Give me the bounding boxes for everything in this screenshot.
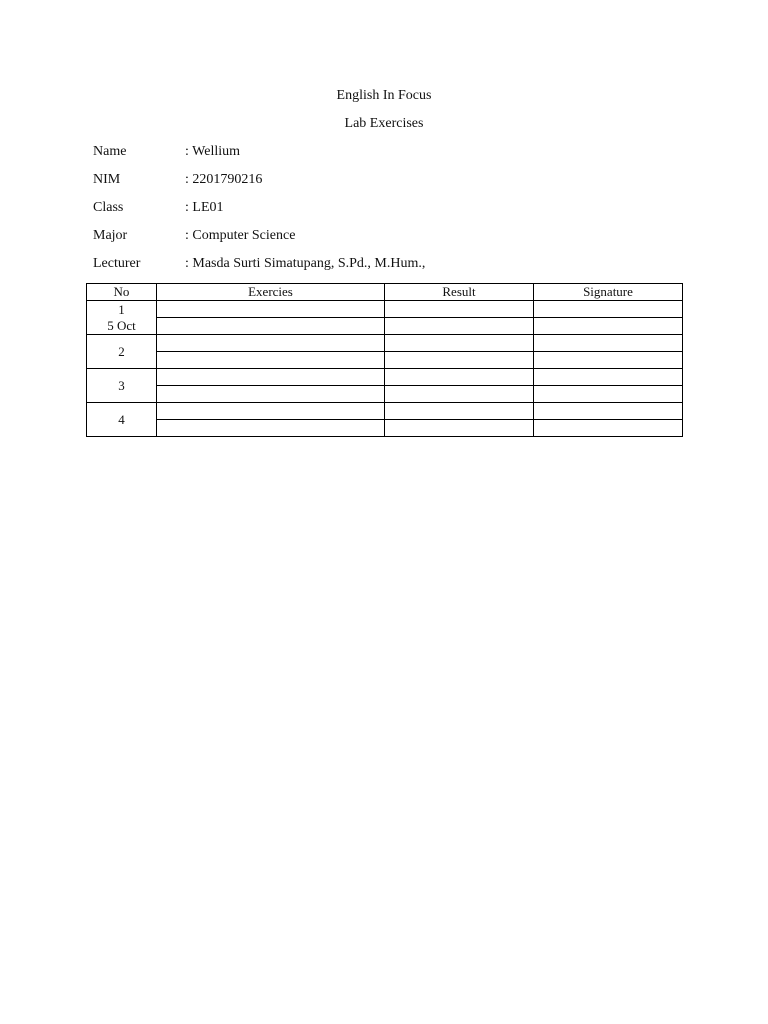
table-row	[87, 301, 683, 318]
result-cell[interactable]	[385, 352, 534, 369]
exercise-cell[interactable]	[157, 318, 385, 335]
row-number: 4	[118, 411, 125, 427]
header-signature: Signature	[534, 284, 683, 301]
signature-cell[interactable]	[534, 301, 683, 318]
signature-cell[interactable]	[534, 318, 683, 335]
nim-label: NIM	[93, 172, 121, 187]
table-row	[87, 420, 683, 437]
exercise-cell[interactable]	[157, 386, 385, 403]
major-label: Major	[93, 228, 128, 243]
header-no: No	[87, 284, 157, 301]
nim-value: : 2201790216	[185, 172, 263, 187]
exercise-cell[interactable]	[157, 403, 385, 420]
name-value: : Wellium	[185, 144, 241, 159]
header-result: Result	[385, 284, 534, 301]
table-row	[87, 386, 683, 403]
exercise-cell[interactable]	[157, 335, 385, 352]
exercise-cell[interactable]	[157, 369, 385, 386]
row-number: 1	[118, 301, 125, 317]
result-cell[interactable]	[385, 386, 534, 403]
row-number: 2	[118, 343, 125, 359]
table-row	[87, 318, 683, 335]
exercise-cell[interactable]	[157, 352, 385, 369]
result-cell[interactable]	[385, 335, 534, 352]
name-label: Name	[93, 144, 127, 159]
signature-cell[interactable]	[534, 420, 683, 437]
class-value: : LE01	[185, 200, 224, 215]
table-row	[87, 335, 683, 352]
exercise-cell[interactable]	[157, 420, 385, 437]
result-cell[interactable]	[385, 403, 534, 420]
exercise-cell[interactable]	[157, 301, 385, 318]
row-number-cell	[87, 369, 157, 403]
table-row	[87, 369, 683, 386]
signature-cell[interactable]	[534, 352, 683, 369]
row-number: 3	[118, 377, 125, 393]
table-header-row	[87, 284, 683, 301]
result-cell[interactable]	[385, 369, 534, 386]
table-row	[87, 352, 683, 369]
row-date: 5 Oct	[107, 317, 136, 333]
row-number-cell	[87, 335, 157, 369]
document-subtitle: Lab Exercises	[344, 116, 424, 131]
result-cell[interactable]	[385, 301, 534, 318]
signature-cell[interactable]	[534, 386, 683, 403]
header-exercises: Exercies	[157, 284, 385, 301]
signature-cell[interactable]	[534, 335, 683, 352]
lecturer-label: Lecturer	[93, 256, 141, 271]
exercise-table	[86, 283, 683, 437]
major-value: : Computer Science	[185, 228, 296, 243]
result-cell[interactable]	[385, 318, 534, 335]
result-cell[interactable]	[385, 420, 534, 437]
signature-cell[interactable]	[534, 369, 683, 386]
row-number-cell	[87, 301, 157, 335]
signature-cell[interactable]	[534, 403, 683, 420]
class-label: Class	[93, 200, 124, 215]
table-row	[87, 403, 683, 420]
lecturer-value: : Masda Surti Simatupang, S.Pd., M.Hum.,	[185, 256, 426, 271]
row-number-cell	[87, 403, 157, 437]
document-title: English In Focus	[336, 88, 432, 103]
